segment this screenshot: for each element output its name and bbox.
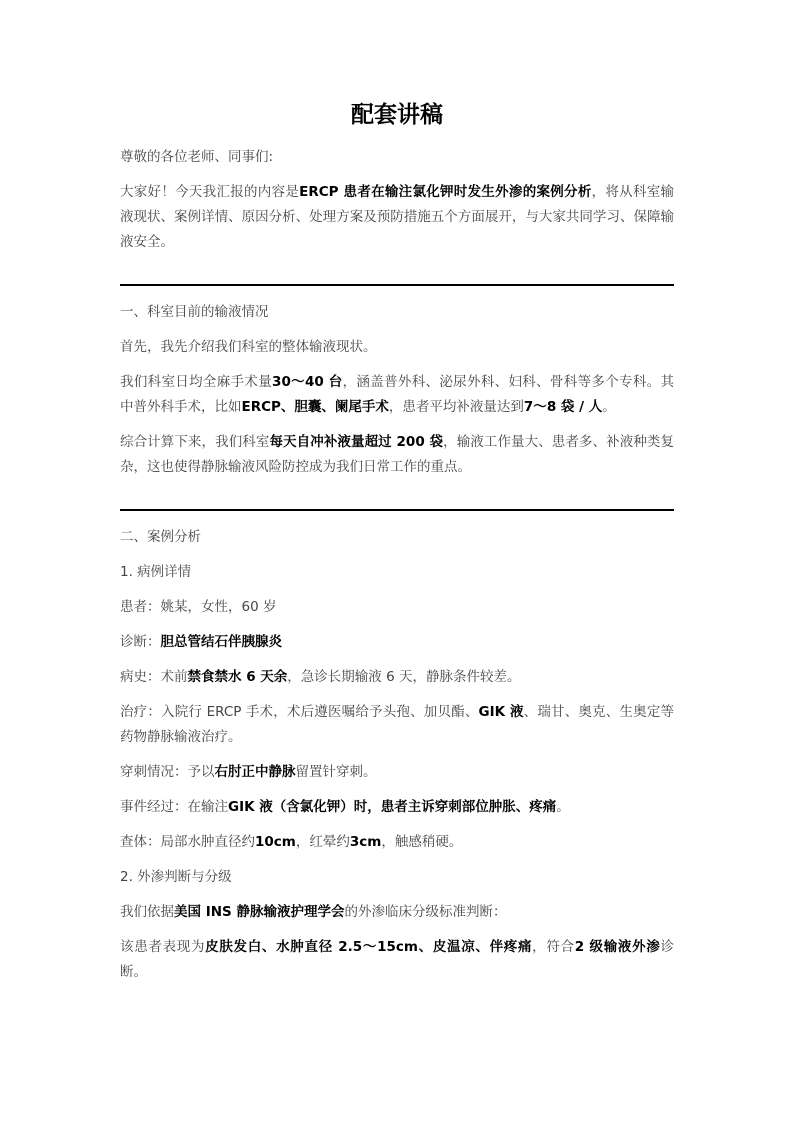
- document-body: [120, 145, 674, 995]
- section-divider: [120, 509, 674, 511]
- text: ，将从科室输液现状、案例详情、原因分析、处理方案及预防措施五个方面展开，与大家共同学习、保障输液安全。: [120, 184, 675, 250]
- paragraph: [120, 180, 674, 255]
- bold-text: 7～8 袋 / 人: [523, 399, 603, 415]
- text: 首先，我先介绍我们科室的整体输液现状。: [120, 339, 377, 355]
- bold-text: 10cm: [255, 834, 296, 850]
- document-title: 配套讲稿: [351, 102, 443, 128]
- text: 2. 外渗判断与分级: [120, 869, 232, 885]
- paragraph: [120, 935, 674, 985]
- text: 的外渗临床分级标准判断：: [344, 904, 507, 920]
- paragraph: [120, 630, 674, 655]
- text: ，患者平均补液量达到: [388, 399, 524, 415]
- text: ，输液工作量大、患者多、补液种类复杂，这也使得静脉输液风险防控成为我们日常工作的重点。: [120, 434, 675, 475]
- paragraph: [120, 830, 674, 855]
- paragraph: [120, 370, 674, 420]
- bold-text: 右肘正中静脉: [214, 764, 296, 780]
- text: 一、科室目前的输液情况: [120, 304, 269, 320]
- bold-text: GIK 液（含氯化钾）时，患者主诉穿刺部位肿胀、疼痛: [228, 799, 557, 815]
- paragraph: [120, 795, 674, 820]
- bold-text: 30～40 台: [272, 374, 343, 390]
- paragraph: [120, 760, 674, 785]
- text: 事件经过：在输注: [120, 799, 228, 815]
- text: 1. 病例详情: [120, 564, 192, 580]
- text: 诊断。: [120, 939, 674, 980]
- bold-text: GIK 液: [478, 704, 524, 720]
- text: 大家好！今天我汇报的内容是: [120, 184, 300, 200]
- text: ，急诊长期输液 6 天，静脉条件较差。: [287, 669, 521, 685]
- text: 。: [556, 799, 570, 815]
- text: 综合计算下来，我们科室: [120, 434, 270, 450]
- bold-text: 2 级输液外渗: [574, 939, 661, 955]
- bold-text: 每天自冲补液量超过 200 袋: [269, 434, 444, 450]
- paragraph: [120, 595, 674, 620]
- bold-text: 3cm: [349, 834, 382, 850]
- text: 留置针穿刺。: [295, 764, 377, 780]
- text: 。: [602, 399, 616, 415]
- text: 尊敬的各位老师、同事们:: [120, 149, 274, 165]
- text: ，符合: [532, 939, 575, 955]
- bold-text: ERCP 患者在输注氯化钾时发生外渗的案例分析: [299, 184, 592, 200]
- bold-text: ERCP、胆囊、阑尾手术: [241, 399, 389, 415]
- bold-text: 胆总管结石伴胰腺炎: [160, 634, 282, 650]
- text: 该患者表现为: [120, 939, 206, 955]
- text: ，红晕约: [295, 834, 350, 850]
- paragraph: [120, 525, 674, 550]
- text: 查体：局部水肿直径约: [120, 834, 255, 850]
- paragraph: [120, 145, 674, 170]
- paragraph: [120, 560, 674, 585]
- text: 我们科室日均全麻手术量: [120, 374, 273, 390]
- text: 病史：术前: [120, 669, 188, 685]
- paragraph: [120, 865, 674, 890]
- bold-text: 禁食禁水 6 天余: [187, 669, 288, 685]
- paragraph: [120, 700, 674, 750]
- text: 诊断：: [120, 634, 161, 650]
- text: ，涵盖普外科、泌尿外科、妇科、骨科等多个专科。其中普外科手术，比如: [120, 374, 675, 415]
- text: 治疗：入院行 ERCP 手术，术后遵医嘱给予头孢、加贝酯、: [120, 704, 479, 720]
- text: 二、案例分析: [120, 529, 201, 545]
- paragraph: [120, 300, 674, 325]
- section-divider: [120, 284, 674, 286]
- paragraph: [120, 335, 674, 360]
- text: 患者：姚某，女性，60 岁: [120, 599, 277, 615]
- paragraph: [120, 430, 674, 480]
- paragraph: [120, 900, 674, 925]
- text: ，触感稍硬。: [381, 834, 463, 850]
- bold-text: 皮肤发白、水肿直径 2.5～15cm、皮温凉、伴疼痛: [205, 939, 533, 955]
- text: 我们依据: [120, 904, 174, 920]
- text: 穿刺情况：予以: [120, 764, 215, 780]
- bold-text: 美国 INS 静脉输液护理学会: [174, 904, 345, 920]
- text: 、瑞甘、奥克、生奥定等药物静脉输液治疗。: [120, 704, 675, 745]
- paragraph: [120, 665, 674, 690]
